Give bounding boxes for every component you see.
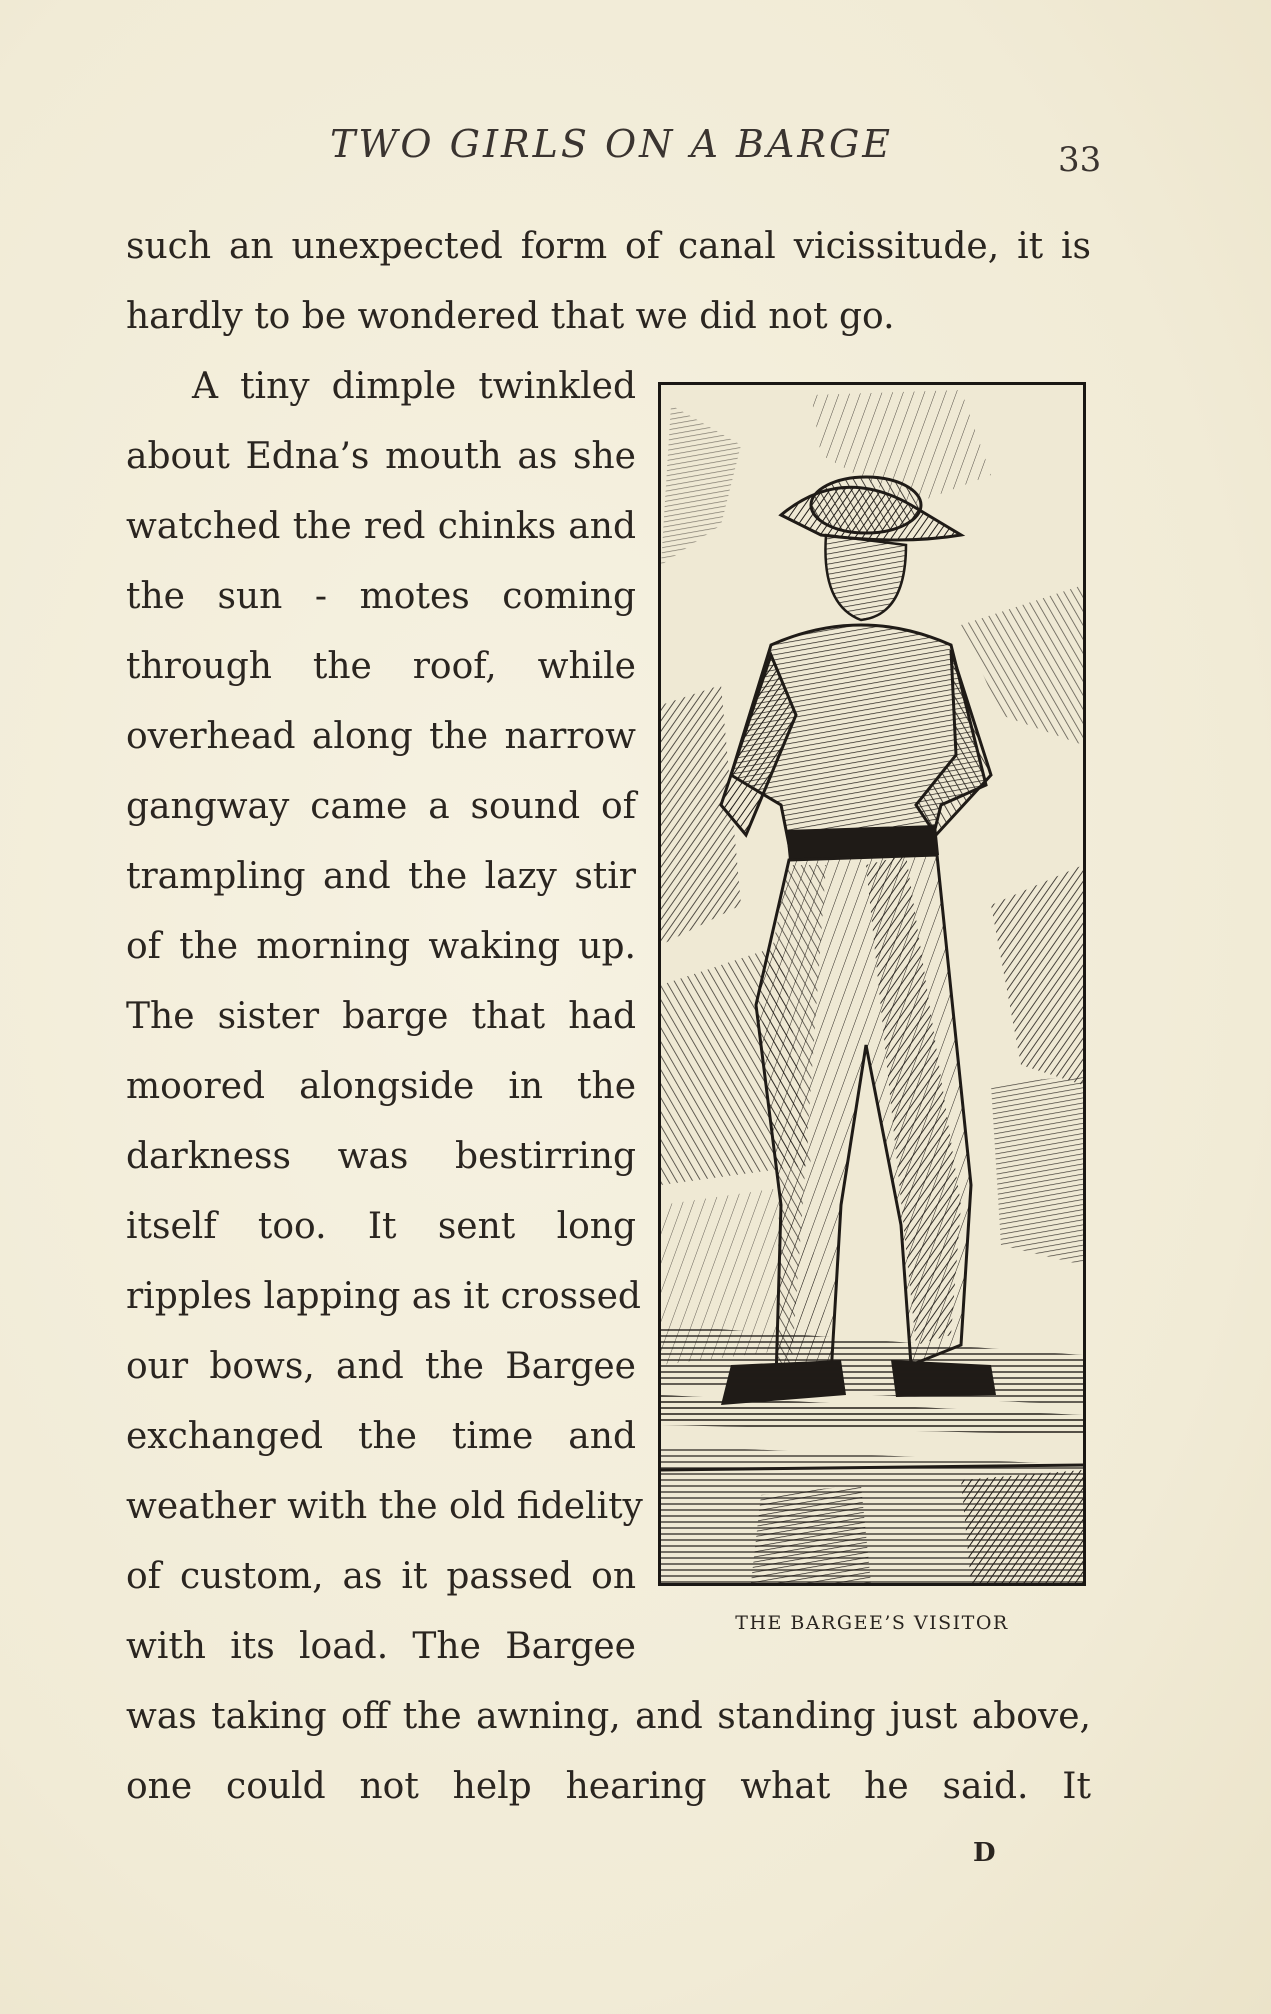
text-line: our bows, and the Bargee: [126, 1346, 636, 1387]
text-line: overhead along the narrow: [126, 716, 636, 757]
text-line: hardly to be wondered that we did not go.: [126, 296, 895, 337]
text-line: darkness was bestirring: [126, 1136, 636, 1177]
running-head: TWO GIRLS ON A BARGE: [330, 122, 894, 166]
text-line: one could not help hearing what he said. It: [126, 1766, 1091, 1807]
text-line: of the morning waking up.: [126, 926, 636, 967]
text-line: was taking off the awning, and standing just above,: [126, 1696, 1091, 1737]
text-line: gangway came a sound of: [126, 786, 636, 827]
text-line: about Edna’s mouth as she: [126, 436, 636, 477]
figure-caption: THE BARGEE’S VISITOR: [735, 1612, 1009, 1634]
text-line: such an unexpected form of canal vicissitude, it is: [126, 226, 1091, 267]
text-line: A tiny dimple twinkled: [192, 366, 636, 407]
text-line: ripples lapping as it crossed: [126, 1276, 641, 1317]
text-line: with its load. The Bargee: [126, 1626, 636, 1667]
text-line: the sun - motes coming: [126, 576, 636, 617]
text-line: through the roof, while: [126, 646, 636, 687]
text-line: The sister barge that had: [126, 996, 636, 1037]
page-number: 33: [1058, 140, 1102, 180]
text-line: exchanged the time and: [126, 1416, 636, 1457]
text-line: weather with the old fidelity: [126, 1486, 643, 1527]
text-line: trampling and the lazy stir: [126, 856, 636, 897]
text-line: itself too. It sent long: [126, 1206, 636, 1247]
text-line: of custom, as it passed on: [126, 1556, 636, 1597]
signature-mark: D: [973, 1838, 996, 1868]
bargee-engraving-icon: [661, 385, 1083, 1583]
text-line: watched the red chinks and: [126, 506, 636, 547]
engraving-illustration: [658, 382, 1086, 1586]
text-line: moored alongside in the: [126, 1066, 636, 1107]
